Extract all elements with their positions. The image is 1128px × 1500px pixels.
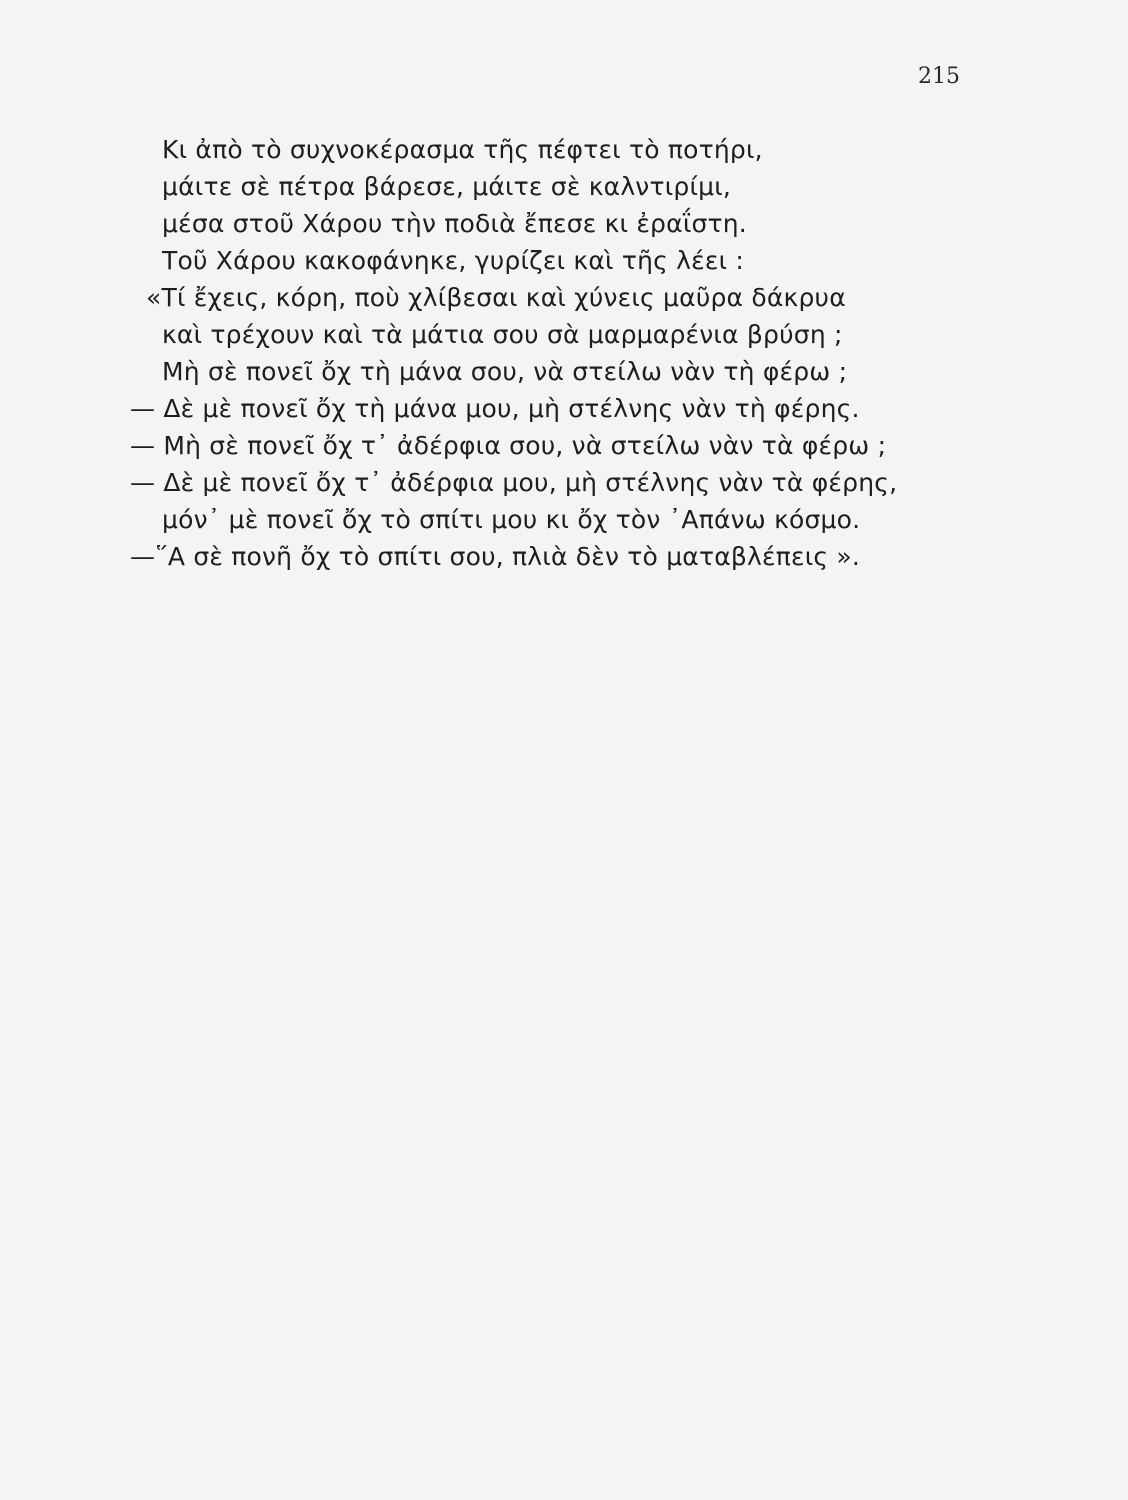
poem-line: — Δὲ μὲ πονεῖ ὄχ τ᾽ ἀδέρφια μου, μὴ στέλνης νὰν τὰ φέρης,	[130, 468, 898, 497]
poem-line: μέσα στοῦ Χάρου τὴν ποδιὰ ἔπεσε κι ἐραΐστη.	[162, 209, 747, 238]
poem-line: Τοῦ Χάρου κακοφάνηκε, γυρίζει καὶ τῆς λέει :	[162, 246, 745, 275]
poem-line: Μὴ σὲ πονεῖ ὄχ τὴ μάνα σου, νὰ στείλω νὰν τὴ φέρω ;	[162, 357, 848, 386]
poem-line: καὶ τρέχουν καὶ τὰ μάτια σου σὰ μαρμαρένια βρύση ;	[162, 320, 843, 349]
page-number: 215	[918, 64, 960, 89]
poem-line: μόν᾽ μὲ πονεῖ ὄχ τὸ σπίτι μου κι ὄχ τὸν ᾽Απάνω κόσμο.	[162, 505, 861, 534]
poem-line: — Δὲ μὲ πονεῖ ὄχ τὴ μάνα μου, μὴ στέλνης νὰν τὴ φέρης.	[130, 394, 860, 423]
poem-line: «Τί ἔχεις, κόρη, ποὺ χλίβεσαι καὶ χύνεις μαῦρα δάκρυα	[146, 283, 846, 312]
poem-line: —῞Α σὲ πονῆ ὄχ τὸ σπίτι σου, πλιὰ δὲν τὸ ματαβλέπεις ».	[130, 542, 861, 571]
poem-line: — Μὴ σὲ πονεῖ ὄχ τ᾽ ἀδέρφια σου, νὰ στείλω νὰν τὰ φέρω ;	[130, 431, 887, 460]
poem-line: Κι ἀπὸ τὸ συχνοκέρασμα τῆς πέφτει τὸ ποτήρι,	[162, 135, 763, 164]
show-through-background: ⁠	[951, 144, 958, 169]
poem-line: μάιτε σὲ πέτρα βάρεσε, μάιτε σὲ καλντιρίμι,	[162, 172, 732, 201]
